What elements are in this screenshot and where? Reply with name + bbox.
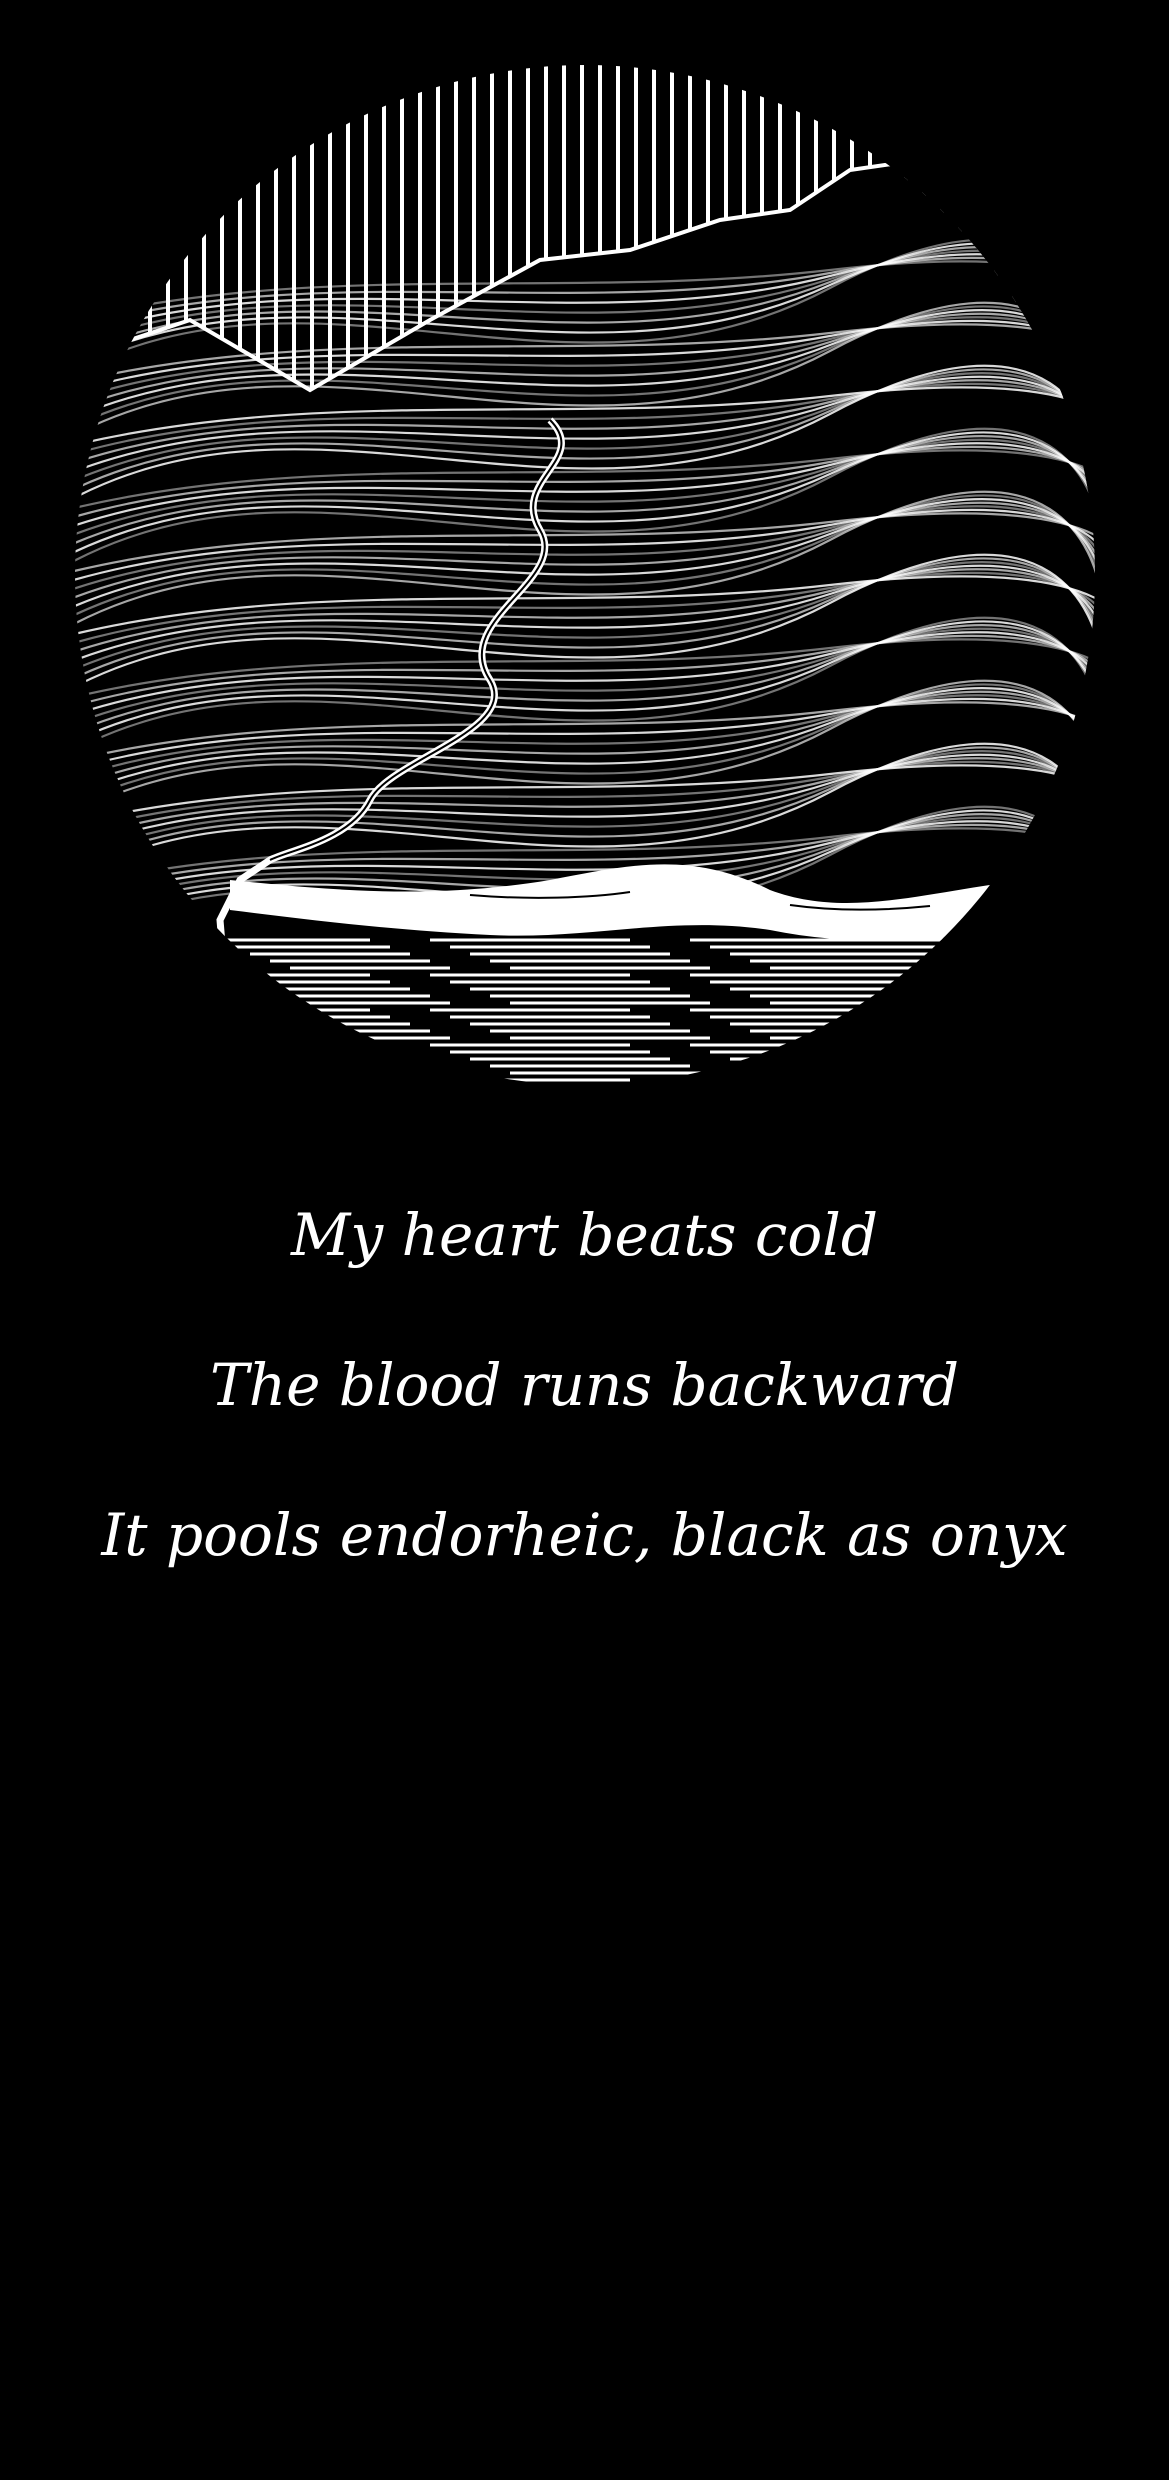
mountain-valley-illustration (70, 60, 1100, 1090)
mountain-valley-river-circle-icon (70, 60, 1100, 1090)
poem-line-2: The blood runs backward (210, 1351, 959, 1419)
poem-line-3: It pools endorheic, black as onyx (101, 1501, 1068, 1569)
poem (0, 1160, 1169, 1610)
poem-line-1: My heart beats cold (291, 1201, 878, 1269)
